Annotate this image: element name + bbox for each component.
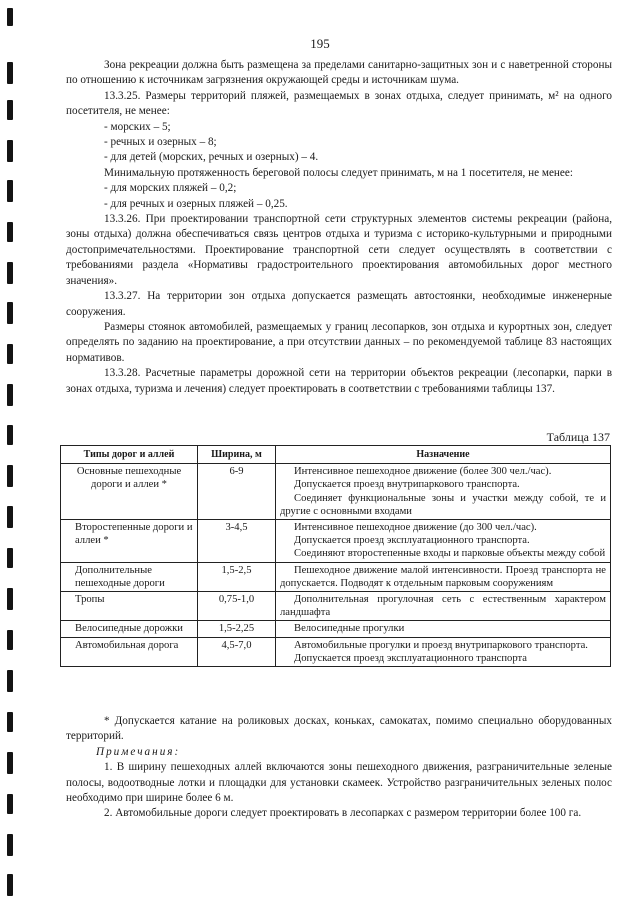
paragraph: Зона рекреации должна быть размещена за пределами санитарно-защитных зон и с наветренной стороны по отношению к источникам загрязнения окружающей среды и источникам шума.	[66, 59, 612, 87]
notes-section	[66, 714, 612, 822]
road-type-cell: Дополнительные пешеходные дороги	[61, 562, 198, 591]
road-parameters-table	[60, 445, 611, 667]
road-type-cell: Основные пешеходные дороги и аллеи *	[61, 464, 198, 520]
purpose-cell: Дополнительная прогулочная сеть с естественным характером ландшафта	[276, 592, 611, 621]
table-row	[61, 464, 611, 520]
paragraph: 13.3.27. На территории зон отдыха допускается размещать автостоянки, необходимые инженерные сооружения.	[66, 290, 612, 318]
note-item: 1. В ширину пешеходных аллей включаются зоны пешеходного движения, разграничительные зеленые полосы, водоотводные лотки и площадки для установки скамеек. Устройство разграничительных зеленых полос необходимо при ширине более 6 м.	[66, 761, 612, 805]
road-type-cell: Велосипедные дорожки	[61, 621, 198, 637]
table-row	[61, 520, 611, 563]
note-item: 2. Автомобильные дороги следует проектировать в лесопарках с размером территории более 100 га.	[104, 807, 582, 820]
table-header-row	[61, 446, 611, 464]
notes-title: Примечания:	[96, 745, 181, 758]
column-header: Назначение	[276, 446, 611, 464]
purpose-cell: Автомобильные прогулки и проезд внутрипаркового транспорта. Допускается проезд эксплуатационного транспорта	[276, 637, 611, 666]
road-type-cell: Второстепенные дороги и аллеи *	[61, 520, 198, 563]
paragraph: 13.3.28. Расчетные параметры дорожной сети на территории объектов рекреации (лесопарки, парки в зонах отдыха, туризма и лечения) следует проектировать в соответствии с требованиями таблицы 137.	[66, 367, 612, 395]
column-header: Ширина, м	[198, 446, 276, 464]
column-header: Типы дорог и аллей	[61, 446, 198, 464]
width-cell: 1,5-2,25	[198, 621, 276, 637]
paragraph: 13.3.26. При проектировании транспортной сети структурных элементов системы рекреации (района, зоны отдыха) должна обеспечиваться связь центров отдыха и туризма с историко-культурными и природными достопримечательностями. Проектирование транспортной сети следует осуществлять в соответствии с требованиями раздела «Нормативы градостроительного проектирования автомобильных дорог местного значения».	[66, 213, 612, 287]
width-cell: 3-4,5	[198, 520, 276, 563]
paragraph: Размеры стоянок автомобилей, размещаемых у границ лесопарков, зон отдыха и курортных зон, следует определять по заданию на проектирование, а при отсутствии данных – по рекомендуемой таблице 83 настоящих нормативов.	[66, 320, 612, 364]
paragraph: Минимальную протяженность береговой полосы следует принимать, м на 1 посетителя, не менее:	[104, 166, 573, 179]
list-item: - для детей (морских, речных и озерных) – 4.	[104, 151, 319, 164]
table-row	[61, 562, 611, 591]
list-item: - морских – 5;	[104, 120, 171, 133]
width-cell: 0,75-1,0	[198, 592, 276, 621]
body-text	[66, 58, 612, 397]
purpose-cell: Велосипедные прогулки	[276, 621, 611, 637]
purpose-cell: Интенсивное пешеходное движение (до 300 чел./час). Допускается проезд эксплуатационного транспорта. Соединяют второстепенные входы и парковые объекты между собой	[276, 520, 611, 563]
list-item: - для морских пляжей – 0,2;	[104, 182, 237, 195]
table-row	[61, 637, 611, 666]
table-row	[61, 592, 611, 621]
table-footnote: * Допускается катание на роликовых досках, коньках, самокатах, помимо специально оборудованных территорий.	[66, 715, 612, 743]
purpose-cell: Пешеходное движение малой интенсивности. Проезд транспорта не допускается. Подводят к отдельным парковым сооружениям	[276, 562, 611, 591]
table-caption: Таблица 137	[546, 430, 610, 444]
page-number: 195	[310, 36, 330, 51]
list-item: - для речных и озерных пляжей – 0,25.	[104, 197, 288, 210]
purpose-cell: Интенсивное пешеходное движение (более 300 чел./час). Допускается проезд внутрипаркового транспорта. Соединяет функциональные зоны и участки между собой, те и другие с основными входами	[276, 464, 611, 520]
paragraph: 13.3.25. Размеры территорий пляжей, размещаемых в зонах отдыха, следует принимать, м² на одного посетителя, не менее:	[66, 89, 612, 118]
list-item: - речных и озерных – 8;	[104, 136, 217, 149]
road-type-cell: Тропы	[61, 592, 198, 621]
width-cell: 1,5-2,5	[198, 562, 276, 591]
binding-edge	[4, 0, 16, 905]
road-type-cell: Автомобильная дорога	[61, 637, 198, 666]
width-cell: 6-9	[198, 464, 276, 520]
table-row	[61, 621, 611, 637]
width-cell: 4,5-7,0	[198, 637, 276, 666]
